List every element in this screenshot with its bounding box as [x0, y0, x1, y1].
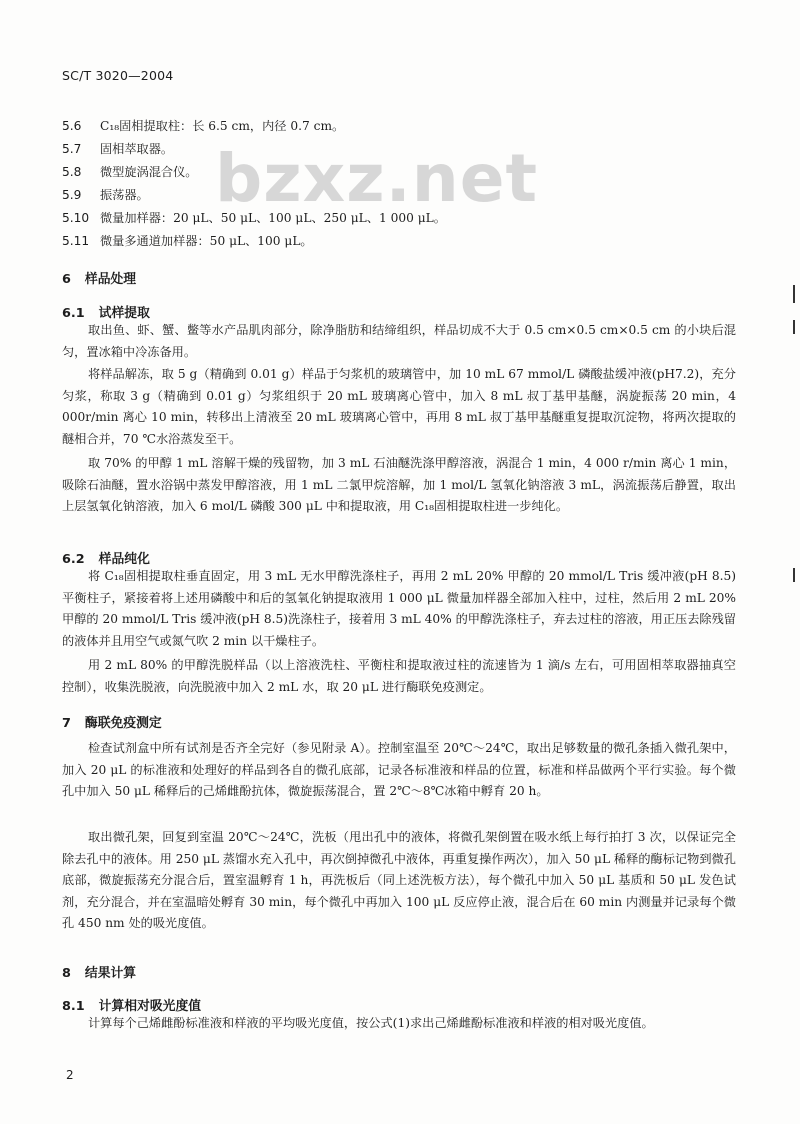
section-title: 样品处理 — [84, 272, 137, 287]
list-item-5-7 — [62, 140, 173, 157]
item-text: 微型旋涡混合仪。 — [100, 165, 198, 179]
section-number: 6.2 — [62, 552, 85, 567]
section-number: 8.1 — [62, 999, 85, 1014]
paragraph-6-2-a: 将 C₁₈固相提取柱垂直固定，用 3 mL 无水甲醇洗涤柱子，再用 2 mL 20% 甲醇的 20 mmol/L Tris 缓冲液(pH 8.5)平衡柱子，紧接着将上述用磷酸中和后的氢氧化钠提取液用 1 000 μL 微量加样器全部加入柱中，过柱，然后用 2 mL 20% 甲醇的 20 mmol/L Tris 缓冲液(pH 8.5)洗涤柱子，接着用 3 mL 40% 的甲醇洗涤柱子，弃去过柱的溶液，用正压去除残留的液体并且用空气或氮气吹 2 min 以干燥柱子。 — [62, 569, 736, 648]
section-heading-8 — [62, 962, 136, 981]
scan-edge-mark — [793, 285, 795, 303]
standard-code-header: SC/T 3020—2004 — [62, 68, 174, 83]
item-text: 固相萃取器。 — [100, 142, 174, 156]
paragraph-6-2-b: 用 2 mL 80% 的甲醇洗脱样品（以上溶液洗柱、平衡柱和提取液过柱的流速皆为 1 滴/s 左右，可用固相萃取器抽真空控制），收集洗脱液，向洗脱液中加入 2 mL 水，取 20 μL 进行酶联免疫测定。 — [62, 658, 736, 694]
list-item-5-6 — [62, 117, 344, 134]
section-title: 酶联免疫测定 — [84, 716, 162, 731]
section-title: 结果计算 — [84, 966, 137, 981]
paragraph-7-a: 检查试剂盒中所有试剂是否齐全完好（参见附录 A）。控制室温至 20℃～24℃，取出足够数量的微孔条插入微孔架中，加入 20 μL 的标准液和处理好的样品到各自的微孔底部，记录各标准液和样品的位置，标准和样品做两个平行实验。每个微孔中加入 50 μL 稀释后的己烯雌酚抗体，微旋振荡混合，置 2℃～8℃冰箱中孵育 20 h。 — [62, 741, 736, 798]
section-number: 6.1 — [62, 306, 85, 321]
list-item-5-8 — [62, 163, 198, 180]
item-number: 5.11 — [62, 234, 90, 248]
item-number: 5.10 — [62, 211, 90, 225]
section-number: 7 — [62, 716, 71, 731]
section-heading-7 — [62, 712, 162, 731]
site-watermark: bzxz.net — [215, 140, 539, 217]
section-heading-6-1 — [62, 302, 150, 321]
item-text: 微量加样器：20 μL、50 μL、100 μL、250 μL、1 000 μL。 — [100, 211, 446, 225]
section-heading-8-1 — [62, 995, 201, 1014]
paragraph-6-1-a: 取出鱼、虾、蟹、鳖等水产品肌肉部分，除净脂肪和结缔组织，样品切成不大于 0.5 cm×0.5 cm×0.5 cm 的小块后混匀，置冰箱中冷冻备用。 — [62, 323, 736, 359]
list-item-5-10 — [62, 209, 446, 226]
section-title: 试样提取 — [98, 306, 150, 321]
section-heading-6 — [62, 268, 136, 287]
section-number: 8 — [62, 966, 71, 981]
item-text: 微量多通道加样器：50 μL、100 μL。 — [100, 234, 313, 248]
paragraph-7-b: 取出微孔架，回复到室温 20℃～24℃，洗板（甩出孔中的液体，将微孔架倒置在吸水纸上每行拍打 3 次，以保证完全除去孔中的液体。用 250 μL 蒸馏水充入孔中，再次倒掉微孔中液体，再重复操作两次），加入 50 μL 稀释的酶标记物到微孔底部，微旋振荡充分混合后，置室温孵育 1 h，再洗板后（同上述洗板方法），每个微孔中加入 50 μL 基质和 50 μL 发色试剂，充分混合，并在室温暗处孵育 30 min，每个微孔中再加入 100 μL 反应停止液，混合后在 60 min 内测量并记录每个微孔 450 nm 处的吸光度值。 — [62, 830, 736, 930]
section-heading-6-2 — [62, 548, 150, 567]
section-number: 6 — [62, 272, 71, 287]
paragraph-6-1-b: 将样品解冻，取 5 g（精确到 0.01 g）样品于匀浆机的玻璃管中，加 10 mL 67 mmol/L 磷酸盐缓冲液(pH7.2)，充分匀浆，称取 3 g（精确到 0.01 g）匀浆组织于 20 mL 玻璃离心管中，加入 8 mL 叔丁基甲基醚，涡旋振荡 20 min，4 000r/min 离心 10 min，转移出上清液至 20 mL 玻璃离心管中，再用 8 mL 叔丁基甲基醚重复提取沉淀物，将两次提取的醚相合并，70 ℃水浴蒸发至干。 — [62, 367, 736, 446]
paragraph-8-1: 计算每个己烯雌酚标准液和样液的平均吸光度值，按公式(1)求出己烯雌酚标准液和样液的相对吸光度值。 — [88, 1016, 654, 1030]
item-number: 5.6 — [62, 119, 82, 133]
list-item-5-11 — [62, 232, 313, 249]
item-number: 5.7 — [62, 142, 82, 156]
paragraph-6-1-c: 取 70% 的甲醇 1 mL 溶解干燥的残留物，加 3 mL 石油醚洗涤甲醇溶液，涡混合 1 min，4 000 r/min 离心 1 min，吸除石油醚，置水浴锅中蒸发甲醇溶液，用 1 mL 二氯甲烷溶解，加 1 mol/L 氢氧化钠溶液 3 mL，涡流振荡后静置，取出上层氢氧化钠溶液，加入 6 mol/L 磷酸 300 μL 中和提取液，用 C₁₈固相提取柱进一步纯化。 — [62, 456, 736, 513]
item-text: 振荡器。 — [100, 188, 149, 202]
item-text: C₁₈固相提取柱：长 6.5 cm，内径 0.7 cm。 — [100, 119, 345, 133]
scan-edge-mark — [793, 568, 795, 582]
section-title: 样品纯化 — [98, 552, 150, 567]
item-number: 5.9 — [62, 188, 82, 202]
list-item-5-9 — [62, 186, 149, 203]
section-title: 计算相对吸光度值 — [98, 999, 202, 1014]
scan-edge-mark — [793, 320, 795, 334]
item-number: 5.8 — [62, 165, 82, 179]
page-number: 2 — [66, 1068, 74, 1082]
